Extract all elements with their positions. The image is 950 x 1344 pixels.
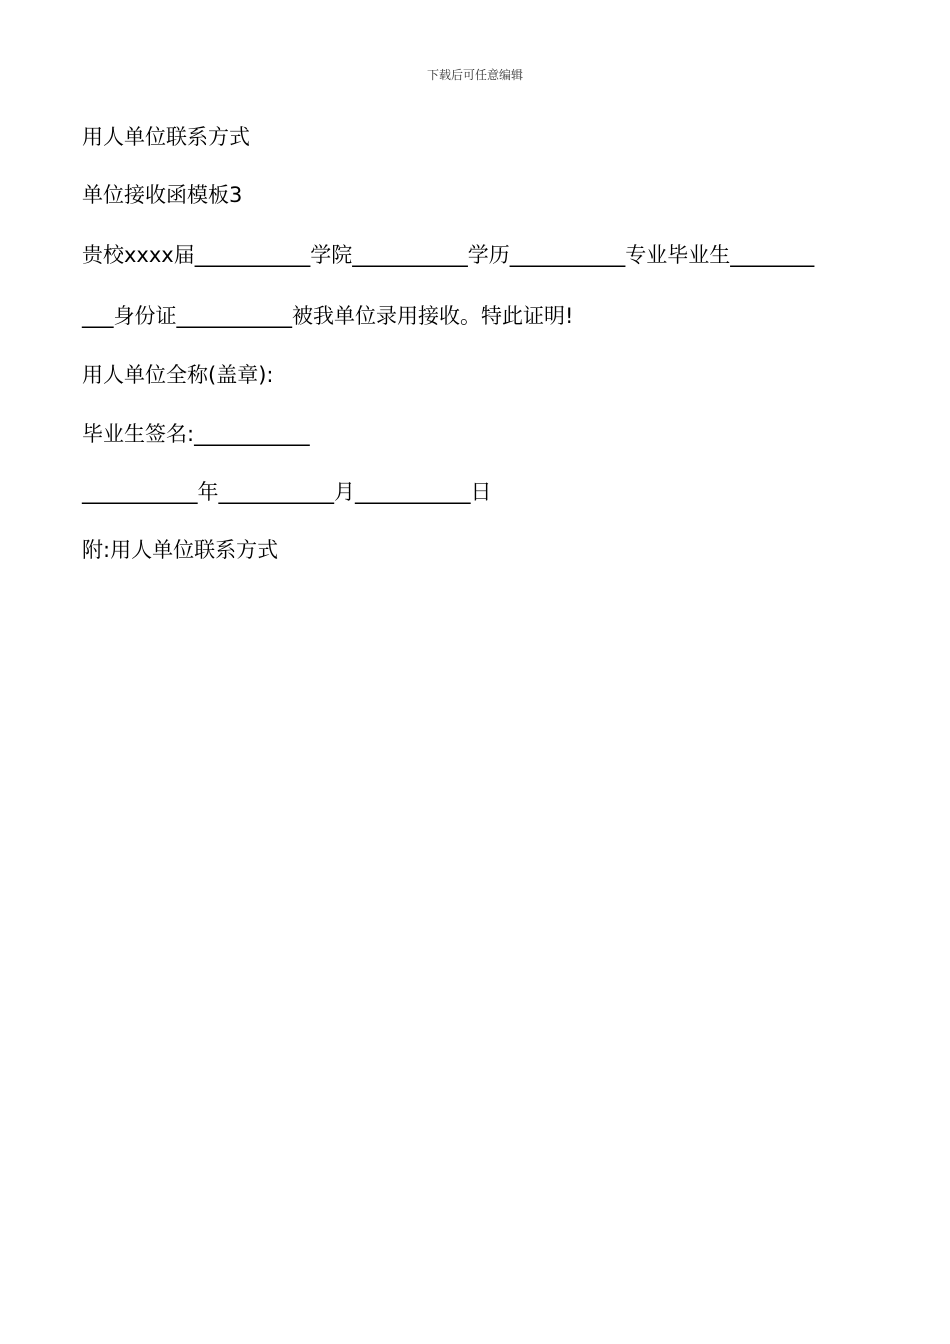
graduate-signature-line: 毕业生签名:___________ — [82, 422, 310, 446]
body-line-id-acceptance: ___身份证___________被我单位录用接收。特此证明! — [82, 304, 574, 328]
header-note: 下载后可任意编辑 — [426, 68, 523, 82]
appendix-line: 附:用人单位联系方式 — [82, 538, 279, 562]
body-line-school-info: 贵校xxxx届___________学院___________学历___________专业毕业生________ — [82, 243, 815, 267]
employer-name-seal-line: 用人单位全称(盖章): — [82, 363, 274, 387]
date-line: ___________年___________月___________日 — [82, 480, 492, 504]
template-title: 单位接收函模板3 — [82, 183, 243, 207]
section-title: 用人单位联系方式 — [82, 125, 250, 149]
